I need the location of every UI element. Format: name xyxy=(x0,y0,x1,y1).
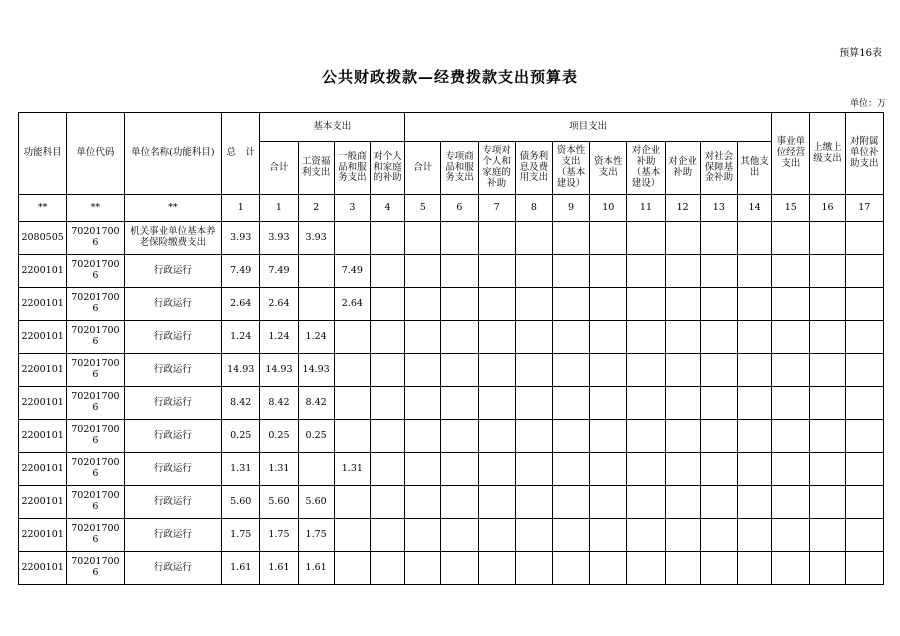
empty-cell xyxy=(700,519,737,552)
header-project-capital-build: 资本性支出（基本建设） xyxy=(552,142,589,195)
empty-cell xyxy=(627,222,665,255)
index-cell: 17 xyxy=(845,195,883,222)
empty-cell xyxy=(810,552,845,585)
header-project-debt: 债务利息及费用支出 xyxy=(515,142,552,195)
empty-cell xyxy=(665,519,700,552)
goods-cell xyxy=(334,420,370,453)
empty-cell xyxy=(700,420,737,453)
index-cell: 15 xyxy=(772,195,810,222)
basic-sum-cell: 7.49 xyxy=(260,255,298,288)
unit-name-cell: 行政运行 xyxy=(124,552,222,585)
func-code-cell: 2200101 xyxy=(19,255,67,288)
salary-cell: 0.25 xyxy=(298,420,334,453)
header-project-enterprise: 对企业补助 xyxy=(665,142,700,195)
empty-cell xyxy=(590,420,627,453)
empty-cell xyxy=(772,519,810,552)
empty-cell xyxy=(590,255,627,288)
empty-cell xyxy=(627,255,665,288)
header-basic-sum: 合计 xyxy=(260,142,298,195)
goods-cell xyxy=(334,552,370,585)
header-project-other: 其他支出 xyxy=(737,142,771,195)
empty-cell xyxy=(478,420,515,453)
empty-cell xyxy=(515,552,552,585)
empty-cell xyxy=(515,420,552,453)
unit-code-cell: 702017006 xyxy=(67,321,124,354)
total-cell: 1.61 xyxy=(222,552,260,585)
goods-cell: 2.64 xyxy=(334,288,370,321)
empty-cell xyxy=(737,387,771,420)
salary-cell: 5.60 xyxy=(298,486,334,519)
empty-cell xyxy=(441,453,478,486)
header-total: 总 计 xyxy=(222,113,260,195)
salary-cell: 8.42 xyxy=(298,387,334,420)
empty-cell xyxy=(552,453,589,486)
table-row xyxy=(19,552,884,585)
empty-cell xyxy=(810,321,845,354)
empty-cell xyxy=(552,552,589,585)
table-row xyxy=(19,288,884,321)
empty-cell xyxy=(665,255,700,288)
empty-cell xyxy=(515,255,552,288)
empty-cell xyxy=(845,255,883,288)
func-code-cell: 2200101 xyxy=(19,486,67,519)
empty-cell xyxy=(515,222,552,255)
empty-cell xyxy=(772,486,810,519)
empty-cell xyxy=(737,420,771,453)
empty-cell xyxy=(810,222,845,255)
empty-cell xyxy=(737,519,771,552)
empty-cell xyxy=(441,255,478,288)
unit-name-cell: 行政运行 xyxy=(124,255,222,288)
basic-sum-cell: 1.31 xyxy=(260,453,298,486)
index-cell: 5 xyxy=(405,195,441,222)
empty-cell xyxy=(515,453,552,486)
index-row xyxy=(19,195,884,222)
empty-cell xyxy=(772,420,810,453)
basic-sum-cell: 5.60 xyxy=(260,486,298,519)
table-number-label: 预算16表 xyxy=(839,48,882,59)
empty-cell xyxy=(441,387,478,420)
empty-cell xyxy=(370,222,404,255)
table-row xyxy=(19,387,884,420)
empty-cell xyxy=(552,519,589,552)
empty-cell xyxy=(405,453,441,486)
salary-cell: 14.93 xyxy=(298,354,334,387)
basic-sum-cell: 8.42 xyxy=(260,387,298,420)
unit-code-cell: 702017006 xyxy=(67,255,124,288)
page-title: 公共财政拨款—经费拨款支出预算表 xyxy=(321,68,578,86)
header-project-enterprise-build: 对企业补助（基本建设） xyxy=(627,142,665,195)
empty-cell xyxy=(590,519,627,552)
goods-cell xyxy=(334,354,370,387)
index-cell: 6 xyxy=(441,195,478,222)
basic-sum-cell: 3.93 xyxy=(260,222,298,255)
empty-cell xyxy=(370,321,404,354)
header-func-code: 功能科目 xyxy=(19,113,67,195)
empty-cell xyxy=(478,354,515,387)
header-project-goods: 专项商品和服务支出 xyxy=(441,142,478,195)
index-cell: 12 xyxy=(665,195,700,222)
total-cell: 5.60 xyxy=(222,486,260,519)
index-cell: 10 xyxy=(590,195,627,222)
table-row xyxy=(19,222,884,255)
empty-cell xyxy=(665,552,700,585)
empty-cell xyxy=(590,354,627,387)
empty-cell xyxy=(700,288,737,321)
empty-cell xyxy=(478,321,515,354)
index-cell: 9 xyxy=(552,195,589,222)
empty-cell xyxy=(515,354,552,387)
empty-cell xyxy=(478,519,515,552)
empty-cell xyxy=(370,486,404,519)
empty-cell xyxy=(590,321,627,354)
empty-cell xyxy=(665,354,700,387)
total-cell: 1.24 xyxy=(222,321,260,354)
empty-cell xyxy=(627,354,665,387)
empty-cell xyxy=(737,321,771,354)
empty-cell xyxy=(590,552,627,585)
salary-cell: 1.24 xyxy=(298,321,334,354)
empty-cell xyxy=(478,255,515,288)
empty-cell xyxy=(627,552,665,585)
table-row xyxy=(19,486,884,519)
header-basic-goods: 一般商品和服务支出 xyxy=(334,142,370,195)
empty-cell xyxy=(627,288,665,321)
empty-cell xyxy=(772,354,810,387)
basic-sum-cell: 1.24 xyxy=(260,321,298,354)
empty-cell xyxy=(665,321,700,354)
index-cell: 11 xyxy=(627,195,665,222)
header-operating: 事业单位经营支出 xyxy=(772,113,810,195)
basic-sum-cell: 1.61 xyxy=(260,552,298,585)
empty-cell xyxy=(665,486,700,519)
empty-cell xyxy=(665,222,700,255)
empty-cell xyxy=(845,387,883,420)
empty-cell xyxy=(737,222,771,255)
empty-cell xyxy=(772,321,810,354)
table-row xyxy=(19,354,884,387)
empty-cell xyxy=(370,387,404,420)
salary-cell xyxy=(298,255,334,288)
basic-sum-cell: 1.75 xyxy=(260,519,298,552)
empty-cell xyxy=(552,321,589,354)
empty-cell xyxy=(665,387,700,420)
index-cell: 4 xyxy=(370,195,404,222)
total-cell: 7.49 xyxy=(222,255,260,288)
unit-name-cell: 行政运行 xyxy=(124,288,222,321)
empty-cell xyxy=(845,486,883,519)
goods-cell xyxy=(334,321,370,354)
func-code-cell: 2200101 xyxy=(19,453,67,486)
unit-name-cell: 行政运行 xyxy=(124,420,222,453)
unit-label: 单位：万 xyxy=(849,99,886,109)
index-cell: ** xyxy=(124,195,222,222)
empty-cell xyxy=(515,486,552,519)
empty-cell xyxy=(552,222,589,255)
salary-cell: 3.93 xyxy=(298,222,334,255)
empty-cell xyxy=(478,222,515,255)
total-cell: 3.93 xyxy=(222,222,260,255)
header-project-social: 对社会保障基金补助 xyxy=(700,142,737,195)
empty-cell xyxy=(627,486,665,519)
salary-cell: 1.61 xyxy=(298,552,334,585)
empty-cell xyxy=(700,321,737,354)
unit-name-cell: 机关事业单位基本养老保险缴费支出 xyxy=(124,222,222,255)
empty-cell xyxy=(370,255,404,288)
func-code-cell: 2200101 xyxy=(19,321,67,354)
unit-name-cell: 行政运行 xyxy=(124,519,222,552)
index-cell: 13 xyxy=(700,195,737,222)
empty-cell xyxy=(845,288,883,321)
header-project-personal: 专项对个人和家庭的补助 xyxy=(478,142,515,195)
empty-cell xyxy=(590,486,627,519)
unit-code-cell: 702017006 xyxy=(67,420,124,453)
empty-cell xyxy=(810,420,845,453)
empty-cell xyxy=(700,387,737,420)
empty-cell xyxy=(515,321,552,354)
salary-cell xyxy=(298,453,334,486)
empty-cell xyxy=(552,354,589,387)
header-project-group: 项目支出 xyxy=(405,113,772,142)
total-cell: 2.64 xyxy=(222,288,260,321)
empty-cell xyxy=(478,486,515,519)
total-cell: 0.25 xyxy=(222,420,260,453)
empty-cell xyxy=(370,288,404,321)
empty-cell xyxy=(552,486,589,519)
empty-cell xyxy=(441,486,478,519)
empty-cell xyxy=(810,354,845,387)
total-cell: 8.42 xyxy=(222,387,260,420)
unit-code-cell: 702017006 xyxy=(67,354,124,387)
empty-cell xyxy=(810,519,845,552)
header-project-sum: 合计 xyxy=(405,142,441,195)
empty-cell xyxy=(845,552,883,585)
basic-sum-cell: 2.64 xyxy=(260,288,298,321)
empty-cell xyxy=(810,255,845,288)
empty-cell xyxy=(441,420,478,453)
basic-sum-cell: 0.25 xyxy=(260,420,298,453)
empty-cell xyxy=(515,288,552,321)
empty-cell xyxy=(700,552,737,585)
empty-cell xyxy=(370,519,404,552)
empty-cell xyxy=(405,354,441,387)
table-row xyxy=(19,453,884,486)
empty-cell xyxy=(627,420,665,453)
empty-cell xyxy=(405,222,441,255)
empty-cell xyxy=(845,519,883,552)
empty-cell xyxy=(700,222,737,255)
empty-cell xyxy=(441,552,478,585)
empty-cell xyxy=(405,255,441,288)
budget-table xyxy=(18,112,884,585)
empty-cell xyxy=(590,453,627,486)
empty-cell xyxy=(478,288,515,321)
header-basic-salary: 工资福利支出 xyxy=(298,142,334,195)
header-unit-code: 单位代码 xyxy=(67,113,124,195)
empty-cell xyxy=(627,453,665,486)
empty-cell xyxy=(737,486,771,519)
empty-cell xyxy=(700,486,737,519)
empty-cell xyxy=(405,288,441,321)
empty-cell xyxy=(845,321,883,354)
goods-cell: 7.49 xyxy=(334,255,370,288)
empty-cell xyxy=(845,453,883,486)
unit-name-cell: 行政运行 xyxy=(124,453,222,486)
empty-cell xyxy=(478,552,515,585)
goods-cell xyxy=(334,387,370,420)
unit-code-cell: 702017006 xyxy=(67,552,124,585)
unit-name-cell: 行政运行 xyxy=(124,387,222,420)
unit-code-cell: 702017006 xyxy=(67,486,124,519)
goods-cell xyxy=(334,519,370,552)
empty-cell xyxy=(772,552,810,585)
goods-cell: 1.31 xyxy=(334,453,370,486)
empty-cell xyxy=(405,486,441,519)
table-row xyxy=(19,255,884,288)
index-cell: 7 xyxy=(478,195,515,222)
func-code-cell: 2200101 xyxy=(19,420,67,453)
empty-cell xyxy=(370,354,404,387)
index-cell: 16 xyxy=(810,195,845,222)
empty-cell xyxy=(772,387,810,420)
func-code-cell: 2200101 xyxy=(19,519,67,552)
empty-cell xyxy=(515,519,552,552)
func-code-cell: 2200101 xyxy=(19,354,67,387)
empty-cell xyxy=(405,519,441,552)
empty-cell xyxy=(810,288,845,321)
empty-cell xyxy=(737,255,771,288)
empty-cell xyxy=(700,354,737,387)
empty-cell xyxy=(665,288,700,321)
unit-name-cell: 行政运行 xyxy=(124,354,222,387)
empty-cell xyxy=(665,420,700,453)
empty-cell xyxy=(590,288,627,321)
empty-cell xyxy=(478,387,515,420)
empty-cell xyxy=(810,486,845,519)
goods-cell xyxy=(334,486,370,519)
empty-cell xyxy=(772,255,810,288)
empty-cell xyxy=(665,453,700,486)
index-cell: ** xyxy=(67,195,124,222)
empty-cell xyxy=(737,552,771,585)
header-subsidiary: 对附属单位补助支出 xyxy=(845,113,883,195)
total-cell: 1.75 xyxy=(222,519,260,552)
empty-cell xyxy=(405,321,441,354)
empty-cell xyxy=(370,453,404,486)
empty-cell xyxy=(845,354,883,387)
empty-cell xyxy=(845,222,883,255)
empty-cell xyxy=(405,552,441,585)
empty-cell xyxy=(405,420,441,453)
index-cell: 1 xyxy=(260,195,298,222)
empty-cell xyxy=(370,420,404,453)
basic-sum-cell: 14.93 xyxy=(260,354,298,387)
table-row xyxy=(19,519,884,552)
empty-cell xyxy=(441,222,478,255)
header-basic-group: 基本支出 xyxy=(260,113,405,142)
table-row xyxy=(19,321,884,354)
unit-code-cell: 702017006 xyxy=(67,288,124,321)
index-cell: ** xyxy=(19,195,67,222)
salary-cell xyxy=(298,288,334,321)
header-row-group xyxy=(19,113,884,142)
total-cell: 1.31 xyxy=(222,453,260,486)
empty-cell xyxy=(810,453,845,486)
empty-cell xyxy=(590,222,627,255)
header-upper: 上缴上级支出 xyxy=(810,113,845,195)
empty-cell xyxy=(478,453,515,486)
empty-cell xyxy=(737,354,771,387)
header-unit-name: 单位名称(功能科目) xyxy=(124,113,222,195)
empty-cell xyxy=(772,453,810,486)
header-project-capital: 资本性支出 xyxy=(590,142,627,195)
empty-cell xyxy=(737,288,771,321)
empty-cell xyxy=(810,387,845,420)
total-cell: 14.93 xyxy=(222,354,260,387)
index-cell: 8 xyxy=(515,195,552,222)
empty-cell xyxy=(772,222,810,255)
empty-cell xyxy=(552,255,589,288)
func-code-cell: 2200101 xyxy=(19,552,67,585)
empty-cell xyxy=(737,453,771,486)
empty-cell xyxy=(772,288,810,321)
empty-cell xyxy=(552,420,589,453)
func-code-cell: 2200101 xyxy=(19,387,67,420)
func-code-cell: 2080505 xyxy=(19,222,67,255)
empty-cell xyxy=(370,552,404,585)
empty-cell xyxy=(552,288,589,321)
header-basic-personal: 对个人和家庭的补助 xyxy=(370,142,404,195)
index-cell: 1 xyxy=(222,195,260,222)
unit-name-cell: 行政运行 xyxy=(124,321,222,354)
empty-cell xyxy=(627,387,665,420)
index-cell: 14 xyxy=(737,195,771,222)
goods-cell xyxy=(334,222,370,255)
empty-cell xyxy=(627,519,665,552)
empty-cell xyxy=(441,354,478,387)
empty-cell xyxy=(405,387,441,420)
unit-name-cell: 行政运行 xyxy=(124,486,222,519)
index-cell: 2 xyxy=(298,195,334,222)
unit-code-cell: 702017006 xyxy=(67,453,124,486)
salary-cell: 1.75 xyxy=(298,519,334,552)
empty-cell xyxy=(441,321,478,354)
empty-cell xyxy=(552,387,589,420)
empty-cell xyxy=(700,255,737,288)
unit-code-cell: 702017006 xyxy=(67,387,124,420)
empty-cell xyxy=(441,519,478,552)
index-cell: 3 xyxy=(334,195,370,222)
unit-code-cell: 702017006 xyxy=(67,519,124,552)
unit-code-cell: 702017006 xyxy=(67,222,124,255)
empty-cell xyxy=(441,288,478,321)
table-row xyxy=(19,420,884,453)
empty-cell xyxy=(700,453,737,486)
empty-cell xyxy=(845,420,883,453)
empty-cell xyxy=(627,321,665,354)
empty-cell xyxy=(590,387,627,420)
func-code-cell: 2200101 xyxy=(19,288,67,321)
empty-cell xyxy=(515,387,552,420)
